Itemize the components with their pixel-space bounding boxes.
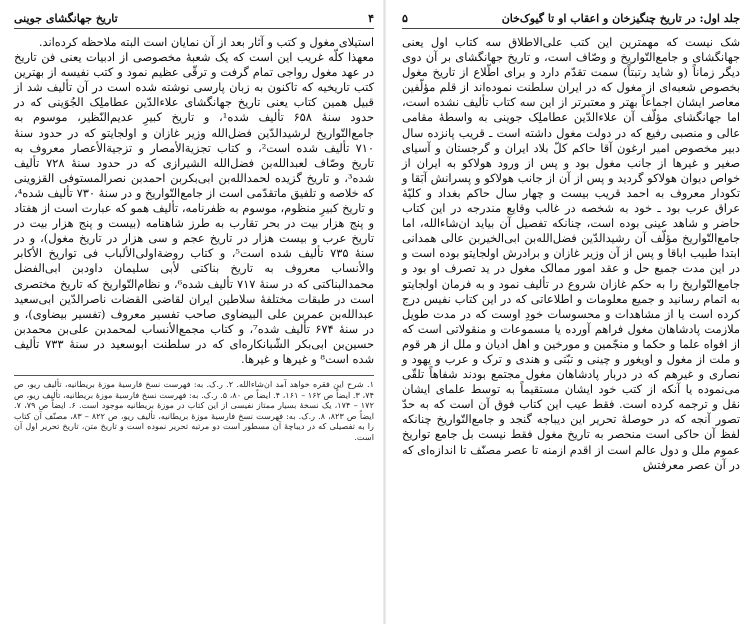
right-page-header (402, 10, 740, 29)
right-paragraph-1: شک نیست که مهمترین این کتب علی‌الاطلاق سه کتاب اول یعنی جهانگشای و جامع‌التّواریخ و وصّاف است، و تاریخ جهانگشای بر آن دوی دیگر زماناً (و شاید رتبتاً) سمت تقدّم دارد و برای اطّلاع از تاریخ مغول بخصوص شعبه‌ای از مغول که در ایران سلطنت نموده‌اند از قلم مؤلّفین معاصر ایشان اجماعاً بهتر و معتبرتر از این سه کتاب تألیف نشده است، اما جهانگشای مؤلّف آن علاءالدّین عطاملِک جوینی به واسطهٔ مقامی عالی و منصبی رفیع که در دولت مغول داشته است ـ قریب پانزده سال دبیر مخصوص امیر ارغون آقا حاکم کلّ بلاد ایران و گرجستان و آسیای صغیر و غیرها از جانب مغول بود و پس از ورود هولاکو به ایران از خواص دیوان هولاکو گردید و پس از آن از جانب هولاکو و پسرانش آبَقا و تکودار معروف به احمد قریب بیست و چهار سال حاکم بغداد و کلیّهٔ عراق عرب بود ـ خود به شخصه در غالب وقایع مندرجه در این کتاب حاضر و شاهد عینی بوده است، چنانکه تفصیل آن بیاید ان‌شاءالله، اما جامع‌التّواریخ مؤلّف آن رشیدالدّین فضل‌الله‌بن ابی‌الخیربن عالی همدانی ابتدا طبیب اباقا و پس از آن وزیر غازان و برادرش اولجایتو بوده است و در این مدت جمیع حل و عقد امور ممالک مغول در ید تصرف او بود و جامع‌التّواریخ را به حکم غازان شروع در تألیف نمود و به فرمان اولجایتو به اتمام رسانید و جمیع معلومات و اطلاعاتی که در این کتاب نفیس درج کرده است یا از مشاهدات و محسوسات خودِ اوست که در مدت طویل ملازمت پادشاهان مغول فراهم آورده یا مسموعات و منقولاتی است که از افواه علما و حکما و منجّمین و مورخین و اهل ادیان و ملل از هر قوم و ملت از مغول و اویغور و چینی و تبّتی و هندی و ترک و عرب و یهود و نصاری و غیرهم که در دربار پادشاهان مغول مجتمع بودند شفاهاً تلقّی می‌نموده یا آنکه از کتب خود ایشان مستقیماً به توسط علمای ایشان نقل و ترجمه کرده است. فقط عیب این کتاب فوق آن است که به حدّ تصور آنجه که در حوصلهٔ تحریر این دیباجه گنجد و جامع‌التّواریخ چنانکه لفظ آن حاکی است منحصر به تاریخ مغول فقط نیست بل جامع تواریخ عموم ملل و دول عالم است از اقدم ازمنه تا عصر مصنّف تا اندازه‌ای که در آن عصر معرفتش (402, 35, 740, 472)
left-page-body (14, 35, 374, 367)
right-page-body (402, 35, 740, 473)
footnote-block: ۱. شرح این فقره خواهد آمد ان‌شاءالله. ۲. ر.ک. به: فهرست نسخ فارسیهٔ موزهٔ بریطانیه، تألیف ریو، ص ۷۴، ۳. ایضاً ص ۱۶۲ – ۱۶۱، ۴. ایضاً ص ۸۰، ۵. ر.ک. به: فهرست نسخ فارسیهٔ موزهٔ بریطانیه، تألیف ریو، ص ۱۷۲ – ۱۷۴، یک نسخهٔ بسیار ممتاز نفیسی از این کتاب در موزهٔ بریطانیه موجود است. ۶. ایضاً ص ۷۹، ۷. ایضاً ص ۸۲۳، ۸. ر.ک. به: فهرست نسخ فارسیهٔ موزهٔ بریطانیه، تألیف ریو، ص ۸۲۲ – ۸۳، مصنّف آن کتاب را به تفصیلی که در دیباچهٔ آن مسطور است دو مرتبه تحریر نموده است و تاریخ متن، تاریخ تحریر اول آن است. (14, 379, 374, 443)
right-page-number: ۵ (402, 11, 408, 25)
left-paragraph-2: معهذا کلّه غریب این است که یک شعبهٔ مخصوصی از ادبیات یعنی فن تاریخ در عهد مغول رواجی تمام گرفت و ترقّی عظیم نمود و کتب نفیسه از بهترین کتب تاریخیه که تاکنون به زبان پارسی نوشته شده است در آن تألیف شد از قبیل همین کتاب یعنی تاریخ جهانگشای علاءالدّین عطاملِک الجُوَینی که در حدود سنهٔ ۶۵۸ تألیف شده¹، و تاریخ کبیرِ عدیم‌النّظیر، موسوم به جامع‌التّواریخ لرشیدالدّین فضل‌الله وزیر غازان و اولجایتو که در حدود سنهٔ ۷۱۰ تألیف شده است²، و کتاب تجزیة‌الأمصار و تزجیة‌الأعصار معروف به تاریخ وصّاف لعبدالله‌بن فضل‌الله الشیرازی که در حدود سنهٔ ۷۲۸ تألیف شده³، و تاریخ گزیده لحمدالله‌بن ابی‌بکربن احمدبن نصرالمستوفی القزوینی که خلاصه و تلفیق ماتقدّمی است از جامع‌التّواریخ و در سنهٔ ۷۳۰ تألیف شده⁴، و تاریخ کبیرِ منظوم، موسوم به ظفرنامه، تألیف همو که عبارت است از هفتاد و پنج هزار بیت در بحر تقارب به طرز شاهنامه (بیست و پنج هزار بیت در تاریخ عرب و بیست هزار در تاریخ عجم و سی هزار در تاریخ مغول)، و در سنهٔ ۷۳۵ تألیف شده است⁵، و کتاب روضة‌اولی‌الألباب فی تواریخ الأکابر والأنساب معروف به تاریخ بناکتی لأبی سلیمان داودبن ابی‌الفضل محمدالبناکتی که در سنهٔ ۷۱۷ تألیف شده⁶، و نظام‌التّواریخ که تاریخ مختصری است در طبقات مختلفهٔ سلاطین ایران لقاضی القضات ناصرالدّین ابی‌سعید عبدالله‌بن عمربن علی البیضاوی صاحب تفسیر معروف (تفسیر بیضاوی)، و در سنهٔ ۶۷۴ تألیف شده⁷، و کتاب مجمع‌الأنساب لمحمدبن علی‌بن محمدبن حسین‌بن ابی‌بکر الشّبانکاره‌ای که در سلطنت ابوسعید در سنهٔ ۷۳۳ تألیف شده است⁸ و غیرها و غیرها. (14, 50, 375, 366)
right-page (386, 0, 752, 624)
right-running-head: جلد اول: در تاریخ چنگیزخان و اعقاب او تا گیوک‌خان (501, 11, 740, 25)
left-page-header (14, 10, 374, 29)
left-running-head: تاریخ جهانگشای جوینی (14, 11, 118, 25)
left-page-footnotes (14, 375, 374, 443)
left-paragraph-1: استیلای مغول و کتب و آثار بعد از آن نمایان است البته ملاحظه کرده‌اند. (38, 35, 374, 49)
left-page-number: ۴ (368, 11, 374, 25)
